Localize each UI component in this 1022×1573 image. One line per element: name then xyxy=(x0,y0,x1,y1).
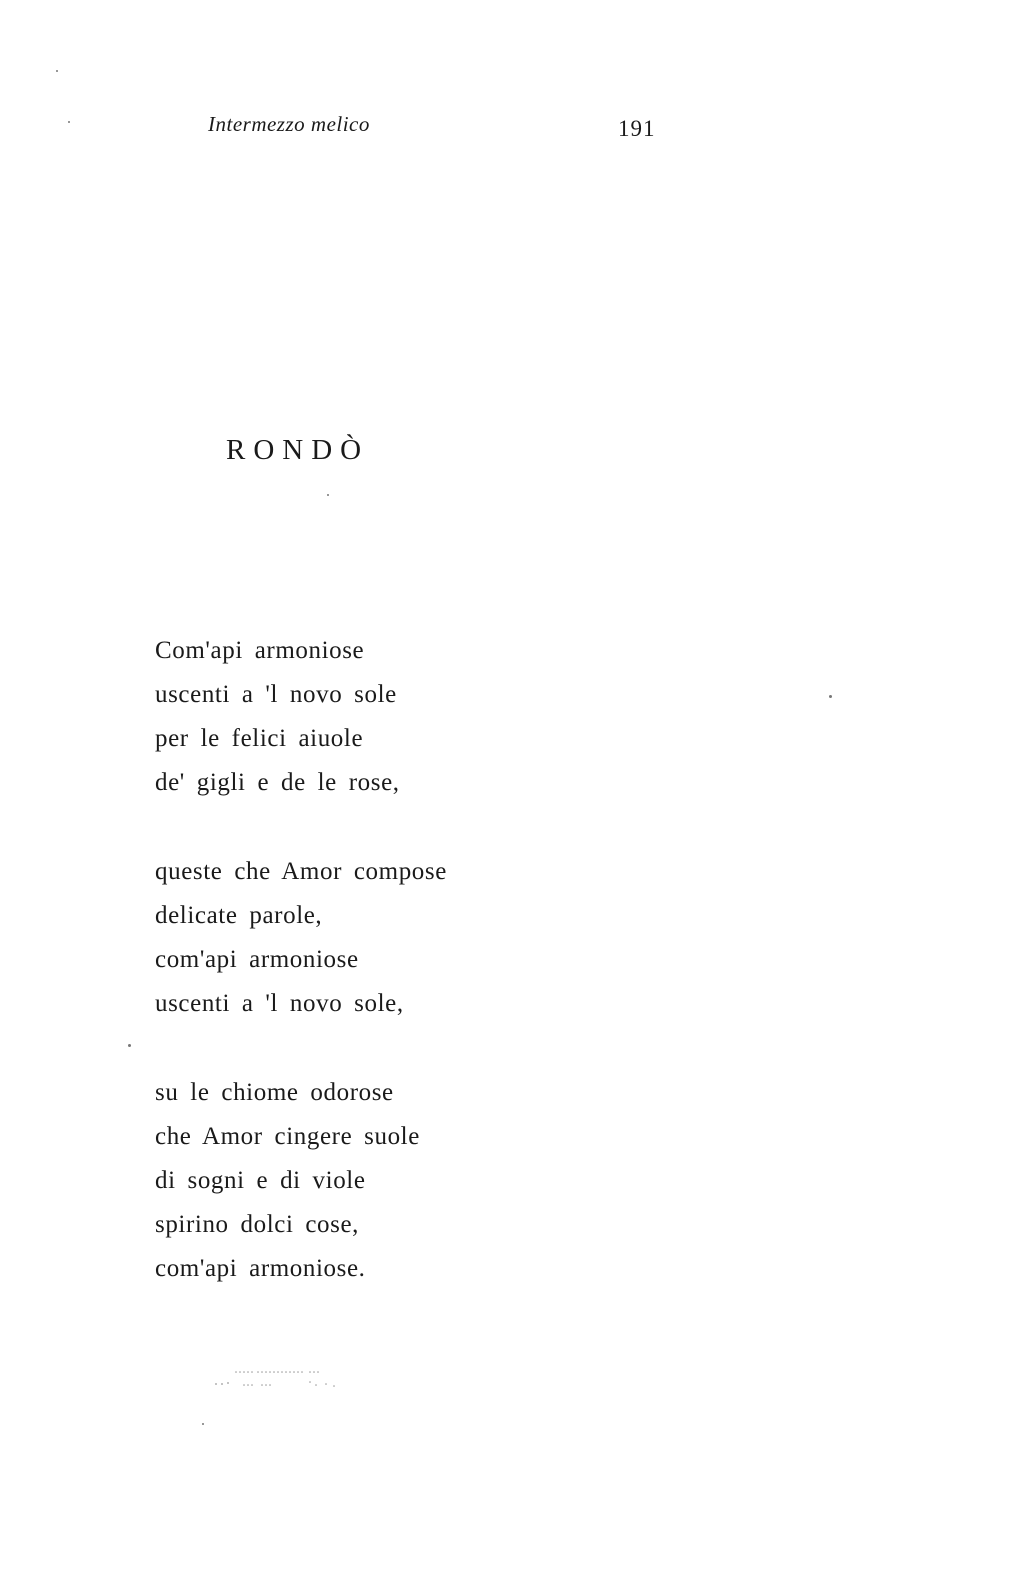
stanza-2 xyxy=(155,855,447,1031)
verse-line: queste che Amor compose xyxy=(155,858,447,885)
running-head-title: Intermezzo melico xyxy=(208,112,370,136)
verse-line: uscenti a 'l novo sole xyxy=(155,681,397,708)
scan-speck xyxy=(829,695,832,698)
verse-line: com'api armoniose. xyxy=(155,1255,366,1282)
verse-line: Com'api armoniose xyxy=(155,637,365,664)
verse-line: delicate parole, xyxy=(155,902,323,929)
verse-line: di sogni e di viole xyxy=(155,1167,366,1194)
scan-speck xyxy=(202,1423,204,1425)
scan-speck xyxy=(68,121,70,123)
page-number: 191 xyxy=(618,116,656,141)
stanza-1 xyxy=(155,634,447,810)
scan-speck xyxy=(56,70,58,72)
verse-line: com'api armoniose xyxy=(155,946,359,973)
verse-line: spirino dolci cose, xyxy=(155,1211,360,1238)
poem-title: RONDÒ xyxy=(226,434,370,466)
verse-line: de' gigli e de le rose, xyxy=(155,769,400,796)
verse-line: per le felici aiuole xyxy=(155,725,364,752)
scan-speck xyxy=(327,494,329,496)
scan-dot-mark xyxy=(214,1366,338,1388)
poem-body xyxy=(155,634,447,1341)
verse-line: che Amor cingere suole xyxy=(155,1123,420,1150)
verse-line: uscenti a 'l novo sole, xyxy=(155,990,404,1017)
verse-line: su le chiome odorose xyxy=(155,1079,394,1106)
stanza-3 xyxy=(155,1076,447,1296)
scan-speck xyxy=(128,1044,131,1047)
